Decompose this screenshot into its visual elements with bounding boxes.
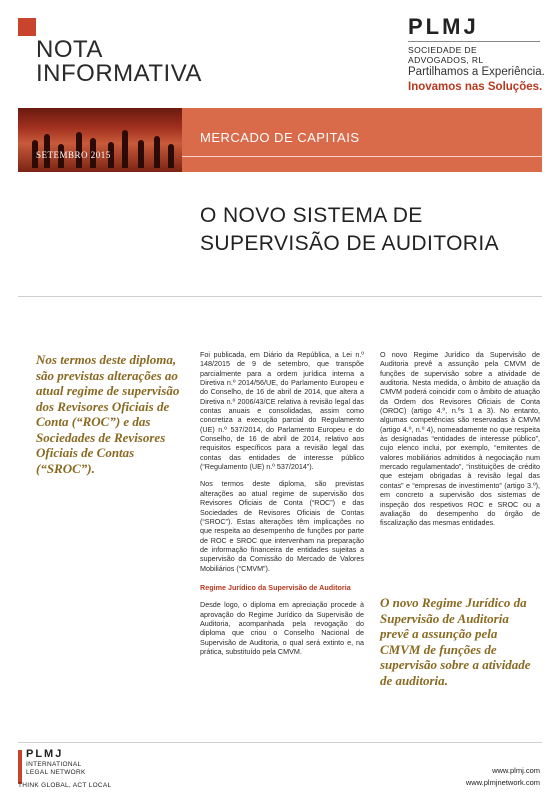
paragraph: O novo Regime Jurídico da Supervisão de Auditoria prevê a assunção pela CMVM de funções de supervisão sobre a atividade de auditoria. Nesta medida, o âmbito de atuação da CMVM poderá coincidir com o âmbito de atuação da Ordem dos Revisores Oficiais de Conta (OROC) (artigo 4.º, n.ºs 1 a 3). No entanto, algumas competências são reservadas à CMVM (artigo 4.º, n.º 4), nomeadamente no que respeita às designadas “entidades de interesse público”, cujo elenco inclui, por exemplo, “emitentes de valores mobiliários admitidos à negociação num mercado regulamentado”, “instituições de crédito que estejam obrigadas à revisão legal das contas” e “empresas de investimento” (artigo 3.º), em concreto a supervisão dos sistemas de inspeção dos respetivos ROC e SROC ou a avaliação do desempenho do órgão de fiscalização das mesmas entidades.: [380, 350, 540, 528]
corner-accent-square: [18, 18, 36, 36]
footer-brand: PLMJ: [26, 748, 64, 760]
footer-network-line1: INTERNATIONAL: [26, 761, 82, 768]
tagline-line1: Partilhamos a Experiência.: [408, 66, 545, 78]
section-title: MERCADO DE CAPITAIS: [200, 130, 360, 145]
article-title-line2: SUPERVISÃO DE AUDITORIA: [200, 232, 500, 255]
paragraph: Nos termos deste diploma, são previstas alterações ao atual regime de supervisão dos Revisores Oficiais de Conta (“ROC”) e das Sociedades de Revisores Oficiais de Contas (“SROC”). Estas alterações têm implicações no que respeita ao desempenho de funções por parte de ROC e SROC que intervenham na preparação de informação financeira de entidades sujeitas a supervisão da Comissão do Mercado de Valores Mobiliários (“CMVM”).: [200, 479, 364, 573]
brand-logo: [408, 16, 540, 65]
pull-quote-right: O novo Regime Jurídico da Supervisão de Auditoria prevê a assunção pela CMVM de funções de supervisão sobre a atividade de auditoria.: [380, 595, 531, 688]
footer-motto: THINK GLOBAL, ACT LOCAL: [18, 782, 112, 789]
body-column-2: [380, 350, 540, 536]
section-heading: Regime Jurídico da Supervisão de Auditoria: [200, 582, 351, 592]
doc-type-line1: NOTA: [36, 36, 103, 63]
doc-type-line2: INFORMATIVA: [36, 60, 202, 87]
banner-photo: [18, 108, 182, 172]
brand-name: PLMJ: [408, 14, 479, 39]
footer-logo-bar: [18, 750, 22, 784]
pull-quote-left: Nos termos deste diploma, são previstas alterações ao atual regime de supervisão dos Revisores Oficiais de Conta (“ROC”) e das Sociedades de Revisores Oficiais de Contas (“SROC”).: [36, 352, 180, 476]
article-title-line1: O NOVO SISTEMA DE: [200, 204, 423, 227]
tagline-line2: Inovamos nas Soluções.: [408, 81, 543, 93]
footer-network-line2: LEGAL NETWORK: [26, 769, 86, 776]
paragraph: Foi publicada, em Diário da República, a Lei n.º 148/2015 de 9 de setembro, que transpõe parcialmente para a ordem jurídica interna a Diretiva n.º 2014/56/UE, do Parlamento Europeu e do Conselho, de 16 de abril de 2014, que altera a Diretiva n.º 2006/43/CE relativa à revisão legal das contas anuais e consolidadas, assim como concretiza a execução parcial do Regulamento (UE) n.º 537/2014, do Parlamento Europeu e do Conselho, de 16 de abril de 2014, relativo aos requisitos específicos para a revisão legal das contas das entidades de interesse público (“Regulamento (UE) n.º 537/2014”).: [200, 350, 364, 472]
title-divider: [18, 296, 542, 297]
website-link[interactable]: www.plmj.com: [492, 766, 540, 775]
brand-divider: [408, 41, 540, 42]
network-website-link[interactable]: www.plmjnetwork.com: [465, 778, 540, 787]
banner-divider: [182, 156, 542, 157]
publication-date: SETEMBRO 2015: [36, 150, 111, 160]
footer-divider: [18, 742, 542, 743]
brand-subtitle: SOCIEDADE DE ADVOGADOS, RL: [408, 45, 484, 65]
paragraph: Desde logo, o diploma em apreciação procede à aprovação do Regime Jurídico da Supervisão de Auditoria, acompanhada pela revogação do diploma que criou o Conselho Nacional de Supervisão de Auditoria, o qual será extinto e, na prática, substituído pela CMVM.: [200, 600, 364, 656]
body-column-1: [200, 350, 364, 664]
